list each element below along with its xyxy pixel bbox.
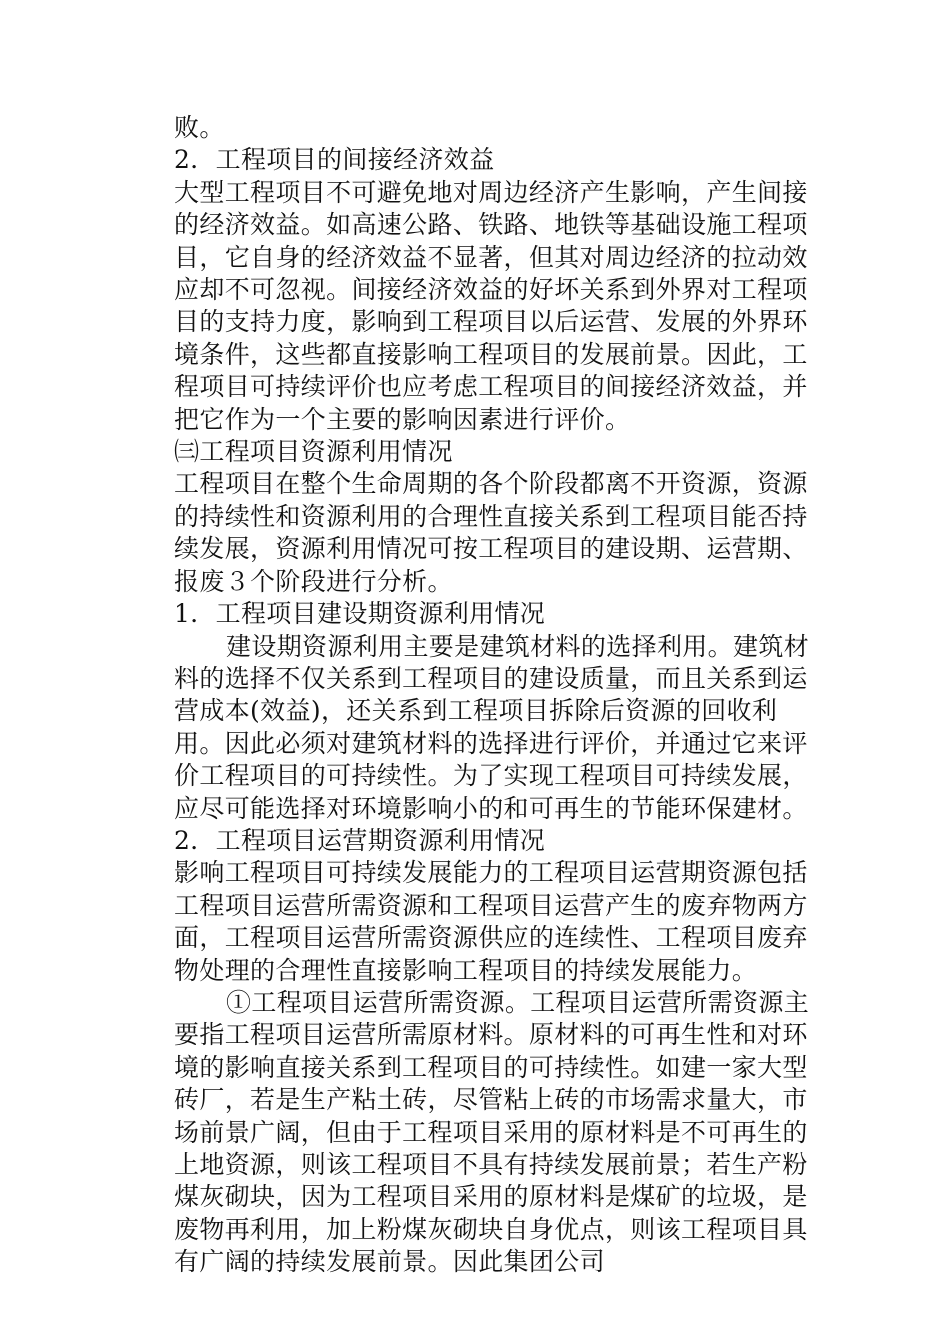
section-heading-construction-period: 1．工程项目建设期资源利用情况 (174, 599, 546, 629)
document-body (174, 112, 814, 1279)
paragraph-indirect-benefits: 大型工程项目不可避免地对周边经济产生影响，产生间接的经济效益。如高速公路、铁路、地铁等基础设施工程项目，它自身的经济效益不显著，但其对周边经济的拉动效应却不可忽视。间接经济效益的好坏关系到外界对工程项目的支持力度，影响到工程项目以后运营、发展的外界环境条件，这些都直接影响工程项目的发展前景。因此，工程项目可持续评价也应考虑工程项目的间接经济效益，并把它作为一个主要的影响因素进行评价。 (174, 177, 808, 434)
section-heading-indirect-benefits: 2．工程项目的间接经济效益 (174, 145, 495, 175)
paragraph-construction-period: 建设期资源利用主要是建筑材料的选择利用。建筑材料的选择不仅关系到工程项目的建设质量，而且关系到运营成本(效益)，还关系到工程项目拆除后资源的回收利用。因此必须对建筑材料的选择进行评价，并通过它来评价工程项目的可持续性。为了实现工程项目可持续发展，应尽可能选择对环境影响小的和可再生的节能环保建材。 (174, 631, 810, 823)
paragraph-continuation: 败。 (174, 113, 225, 142)
section-heading-resource-use: ㈢工程项目资源利用情况 (174, 437, 453, 467)
section-heading-operation-period: 2．工程项目运营期资源利用情况 (174, 825, 546, 855)
paragraph-operation-resources: ①工程项目运营所需资源。工程项目运营所需资源主要指工程项目运营所需原材料。原材料的可再生性和对环境的影响直接关系到工程项目的可持续性。如建一家大型砖厂，若是生产粘土砖，尽管粘上砖的市场需求量大，市场前景广阔，但由于工程项目采用的原材料是不可再生的上地资源，则该工程项目不具有持续发展前景；若生产粉煤灰砌块，因为工程项目采用的原材料是煤矿的垃圾，是废物再利用，加上粉煤灰砌块自身优点，则该工程项目具有广阔的持续发展前景。因此集团公司 (174, 987, 810, 1277)
paragraph-operation-period: 影响工程项目可持续发展能力的工程项目运营期资源包括工程项目运营所需资源和工程项目运营产生的废弃物两方面，工程项目运营所需资源供应的连续性、工程项目废弃物处理的合理性直接影响工程项目的持续发展能力。 (174, 858, 808, 985)
paragraph-resource-use: 工程项目在整个生命周期的各个阶段都离不开资源，资源的持续性和资源利用的合理性直接关系到工程项目能否持续发展，资源利用情况可按工程项目的建设期、运营期、报废３个阶段进行分析。 (174, 469, 808, 596)
